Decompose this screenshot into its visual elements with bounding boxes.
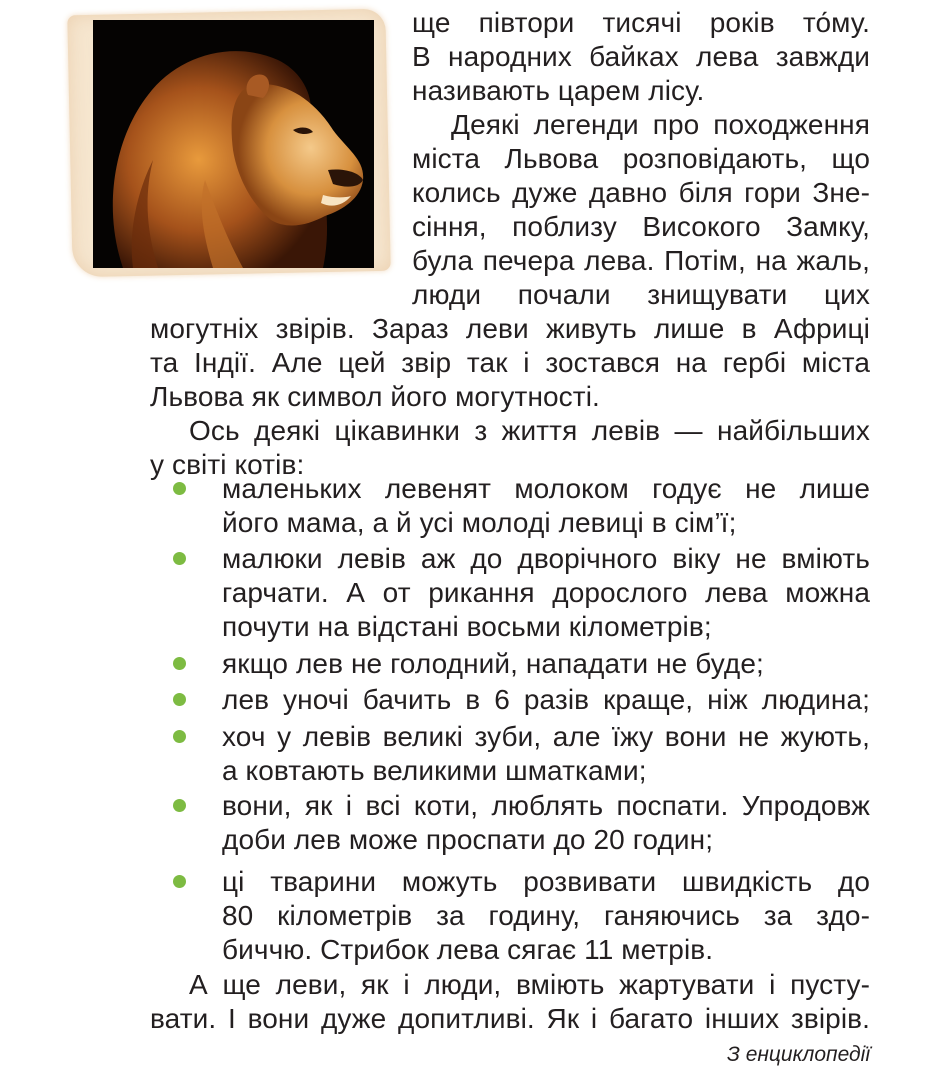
list-item-line: почути на відстані восьми кілометрів;: [222, 611, 712, 642]
legend-line: люди почали знищувати цих: [412, 279, 870, 310]
intro-line: називають царем лісу.: [412, 75, 705, 106]
list-item-line: биччю. Стрибок лева сягає 11 метрів.: [222, 934, 714, 965]
list-item-line: його мама, а й усі молоді левиці в сім’ї;: [222, 507, 737, 538]
legend-line: була печера лева. Потім, на жаль,: [412, 245, 870, 276]
list-item-line: а ковтають великими шматками;: [222, 755, 647, 786]
lion-photo: [93, 20, 374, 268]
lion-icon: [93, 20, 374, 268]
list-item-line: малюки левів аж до дворічного віку не вміють: [222, 543, 870, 574]
list-item-line: 80 кілометрів за годину, ганяючись за здо-: [222, 900, 870, 931]
bullet-icon: [173, 799, 186, 812]
legend-line: міста Львова розповідають, що: [412, 143, 870, 174]
list-item-line: доби лев може проспати до 20 годин;: [222, 824, 714, 855]
intro-line: В народних байках лева завжди: [412, 41, 870, 72]
legend-line: Львова як символ його могутності.: [150, 381, 600, 412]
list-item-line: гарчати. А от рикання дорослого лева можна: [222, 577, 870, 608]
list-item-line: хоч у левів великі зуби, але їжу вони не жують,: [222, 721, 870, 752]
list-item-line: маленьких левенят молоком годує не лише: [222, 473, 870, 504]
list-item-line: ці тварини можуть розвивати швидкість до: [222, 866, 870, 897]
list-item-line: вони, як і всі коти, люблять поспати. Упродовж: [222, 790, 870, 821]
intro-line: ще півтори тисячі років то́му.: [412, 7, 870, 38]
closing-line: вати. І вони дуже допитливі. Як і багато інших звірів.: [150, 1003, 870, 1034]
legend-line: колись дуже давно біля гори Зне-: [412, 177, 870, 208]
list-item-line: лев уночі бачить в 6 разів краще, ніж людина;: [222, 684, 870, 715]
bullet-icon: [173, 730, 186, 743]
bullet-icon: [173, 482, 186, 495]
legend-line: могутніх звірів. Зараз леви живуть лише в Африці: [150, 313, 870, 344]
list-item-line: якщо лев не голодний, нападати не буде;: [222, 648, 764, 679]
legend-line: та Індії. Але цей звір так і зостався на гербі міста: [150, 347, 870, 378]
bullet-icon: [173, 875, 186, 888]
legend-line: сіння, поблизу Високого Замку,: [412, 211, 870, 242]
bullet-icon: [173, 552, 186, 565]
facts-intro-line: у світі котів:: [150, 449, 305, 480]
bullet-icon: [173, 657, 186, 670]
source-caption: З енциклопедії: [726, 1043, 870, 1066]
bullet-icon: [173, 693, 186, 706]
closing-line: А ще леви, як і люди, вміють жартувати і пусту-: [189, 969, 870, 1000]
legend-line: Деякі легенди про походження: [451, 109, 870, 140]
facts-intro-line: Ось деякі цікавинки з життя левів — найбільших: [189, 415, 870, 446]
